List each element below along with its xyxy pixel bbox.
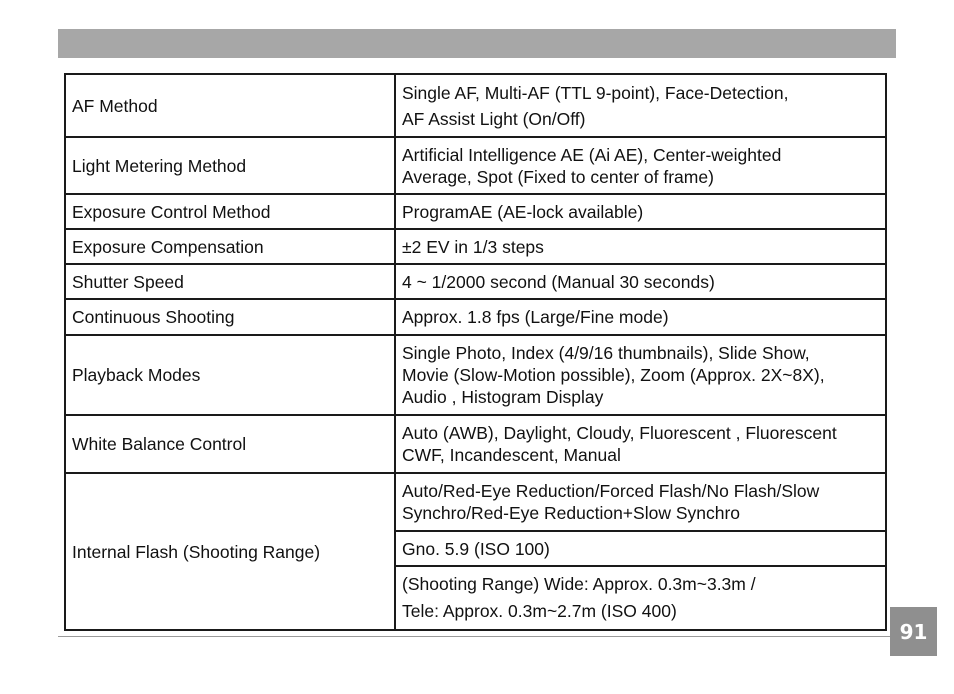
row-value: Single Photo, Index (4/9/16 thumbnails), Slide Show, Movie (Slow-Motion possible), Zoom (Approx. 2X~8X), Audio , Histogram Display xyxy=(395,335,886,415)
table-row xyxy=(65,74,886,137)
row-value: Auto/Red-Eye Reduction/Forced Flash/No Flash/Slow Synchro/Red-Eye Reduction+Slow Synchro xyxy=(395,473,886,531)
table-row xyxy=(65,415,886,473)
footer-rule xyxy=(58,636,896,637)
row-value: Auto (AWB), Daylight, Cloudy, Fluorescent , Fluorescent CWF, Incandescent, Manual xyxy=(395,415,886,473)
page-number: 91 xyxy=(890,607,937,656)
row-value: (Shooting Range) Wide: Approx. 0.3m~3.3m / Tele: Approx. 0.3m~2.7m (ISO 400) xyxy=(395,566,886,630)
row-label: Shutter Speed xyxy=(65,264,395,299)
table-row xyxy=(65,137,886,194)
row-value: Artificial Intelligence AE (Ai AE), Center-weighted Average, Spot (Fixed to center of frame) xyxy=(395,137,886,194)
row-label: Continuous Shooting xyxy=(65,299,395,335)
row-label: Exposure Compensation xyxy=(65,229,395,264)
row-value: 4 ~ 1/2000 second (Manual 30 seconds) xyxy=(395,264,886,299)
specifications-table xyxy=(64,73,887,631)
table-row xyxy=(65,194,886,229)
row-label: AF Method xyxy=(65,74,395,137)
row-label: Internal Flash (Shooting Range) xyxy=(65,473,395,630)
row-label: Exposure Control Method xyxy=(65,194,395,229)
table-row xyxy=(65,229,886,264)
row-label: Light Metering Method xyxy=(65,137,395,194)
row-value: Approx. 1.8 fps (Large/Fine mode) xyxy=(395,299,886,335)
table-row xyxy=(65,473,886,531)
header-bar xyxy=(58,29,896,58)
table-row xyxy=(65,264,886,299)
row-value: ProgramAE (AE-lock available) xyxy=(395,194,886,229)
row-label: Playback Modes xyxy=(65,335,395,415)
row-value: Gno. 5.9 (ISO 100) xyxy=(395,531,886,566)
row-label: White Balance Control xyxy=(65,415,395,473)
table-row xyxy=(65,299,886,335)
row-value: Single AF, Multi-AF (TTL 9-point), Face-Detection, AF Assist Light (On/Off) xyxy=(395,74,886,137)
table-row xyxy=(65,335,886,415)
row-value: ±2 EV in 1/3 steps xyxy=(395,229,886,264)
